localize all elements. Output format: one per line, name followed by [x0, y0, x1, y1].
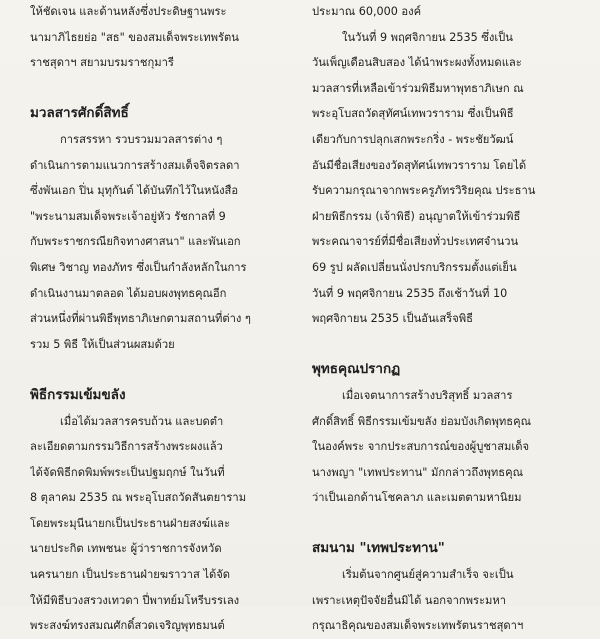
text-line: เมื่อเจตนาการสร้างบริสุทธิ์ มวลสาร: [342, 388, 513, 402]
text-line: 69 รูป ผลัดเปลี่ยนนั่งปรกบริกรรมตั้งแต่เย็น: [312, 260, 517, 274]
text-line: พิเศษ วิชาญ ทองภัทร ซึ่งเป็นกำลังหลักในการ: [30, 260, 247, 274]
text-line: ในองค์พระ จากประสบการณ์ของผู้บูชาสมเด็จ: [312, 440, 530, 454]
text-line: รับความกรุณาจากพระครูภัทรวิริยคุณ ประธาน: [312, 184, 536, 198]
right-column: [312, 0, 584, 639]
text-line: รวม 5 พิธี ให้เป็นส่วนผสมด้วย: [30, 337, 175, 351]
text-line: โดยพระมุนีนายกเป็นประธานฝ่ายสงฆ์และ: [30, 516, 231, 530]
text-line: ให้มีพิธีบวงสรวงเทวดา ปี่พาทย์มโหรีบรรเลง: [30, 593, 240, 607]
text-line: พระสงฆ์ทรงสมณศักดิ์สวดเจริญพุทธมนต์: [30, 619, 225, 633]
text-line: นายประกิต เทพชนะ ผู้ว่าราชการจังหวัด: [30, 542, 222, 556]
text-line: พฤศจิกายน 2535 เป็นอันเสร็จพิธี: [312, 312, 474, 326]
text-line: ให้ชัดเจน และด้านหลังซึ่งประดิษฐานพระ: [30, 5, 227, 18]
text-line: นามาภิไธยย่อ "สธ" ของสมเด็จพระเทพรัตน: [30, 30, 239, 44]
text-line: ราชสุดาฯ สยามบรมราชกุมารี: [30, 56, 174, 70]
text-line: เมื่อได้มวลสารครบถ้วน และบดตำ: [60, 414, 224, 428]
text-line: การสรรหา รวบรวมมวลสารต่าง ๆ: [60, 132, 223, 146]
text-line: ในวันที่ 9 พฤศจิกายน 2535 ซึ่งเป็น: [342, 30, 513, 44]
text-line: นครนายก เป็นประธานฝ่ายฆราวาส ได้จัด: [30, 568, 231, 582]
text-line: ฝ่ายพิธีกรรม (เจ้าพิธี) อนุญาตให้เข้าร่วมพิธี: [312, 209, 521, 223]
text-line: "พระนามสมเด็จพระเจ้าอยู่หัว รัชกาลที่ 9: [30, 209, 226, 223]
text-line: ดำเนินงานมาตลอด ได้มอบผงพุทธคุณอีก: [30, 286, 227, 300]
left-column: [30, 0, 302, 639]
text-line: ประมาณ 60,000 องค์: [312, 5, 422, 18]
text-line: กรุณาธิคุณของสมเด็จพระเทพรัตนราชสุดาฯ: [312, 619, 524, 633]
text-line: วันที่ 9 พฤศจิกายน 2535 ถึงเช้าวันที่ 10: [312, 286, 508, 300]
text-line: มวลสารที่เหลือเข้าร่วมพิธีมหาพุทธาภิเษก ณ: [312, 81, 524, 95]
text-line: ซึ่งพันเอก ปิ่น มุทุกันต์ ได้บันทึกไว้ในหนังสือ: [30, 184, 239, 198]
text-line: เดียวกับการปลุกเสกพระกริ่ง - พระชัยวัฒน์: [312, 132, 514, 146]
text-line: นางพญา "เทพประทาน" มักกล่าวถึงพุทธคุณ: [312, 465, 524, 479]
text-line: วันเพ็ญเดือนสิบสอง ได้นำพระผงทั้งหมดและ: [312, 56, 522, 70]
text-line: เพราะเหตุปัจจัยอื่นมิได้ นอกจากพระมหา: [312, 593, 507, 607]
text-line: ดำเนินการตามแนวการสร้างสมเด็จจิตรลดา: [30, 158, 240, 172]
section-heading: สมนาม "เทพประทาน": [312, 540, 445, 557]
text-line: ละเอียดตามกรรมวิธีการสร้างพระผงแล้ว: [30, 440, 223, 454]
text-line: ได้จัดพิธีกดพิมพ์พระเป็นปฐมฤกษ์ ในวันที่: [30, 465, 225, 479]
section-heading: มวลสารศักดิ์สิทธิ์: [30, 105, 129, 122]
text-line: 8 ตุลาคม 2535 ณ พระอุโบสถวัดสันตยาราม: [30, 491, 247, 505]
section-heading: พิธีกรรมเข้มขลัง: [30, 386, 126, 403]
text-line: พระอุโบสถวัดสุทัศน์เทพวราราม ซึ่งเป็นพิธี: [312, 107, 514, 121]
section-heading: พุทธคุณปรากฏ: [312, 361, 401, 378]
text-line: อันมีชื่อเสียงของวัดสุทัศน์เทพวราราม โดยได้: [312, 158, 527, 172]
text-line: ว่าเป็นเอกด้านโชคลาภ และเมตตามหานิยม: [312, 491, 522, 505]
text-line: เริ่มต้นจากศูนย์สู่ความสำเร็จ จะเป็น: [342, 568, 514, 582]
text-line: กับพระราชกรณียกิจทางศาสนา" และพันเอก: [30, 235, 241, 249]
text-line: ศักดิ์สิทธิ์ พิธีกรรมเข้มขลัง ย่อมบังเกิดพุทธคุณ: [312, 414, 531, 428]
text-line: พระคณาจารย์ที่มีชื่อเสียงทั่วประเทศจำนวน: [312, 235, 519, 249]
text-line: ส่วนหนึ่งที่ผ่านพิธีพุทธาภิเษกตามสถานที่ต่าง ๆ: [30, 312, 251, 326]
